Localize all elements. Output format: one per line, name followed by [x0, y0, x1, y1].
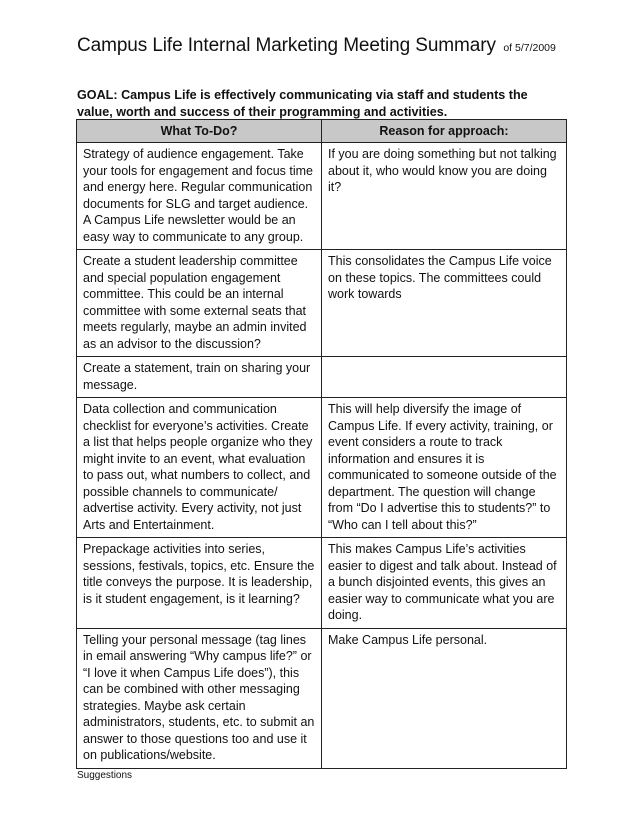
reason-cell: If you are doing something but not talking about it, who would know you are doing it?	[322, 143, 567, 250]
header-reason: Reason for approach:	[322, 120, 567, 143]
reason-cell	[322, 357, 567, 398]
todo-cell: Strategy of audience engagement. Take your tools for engagement and focus time and energy here. Regular communication documents for SLG and target audience. A Campus Life newsletter would be an easy way to communicate to any group.	[77, 143, 322, 250]
todo-cell: Create a student leadership committee and special population engagement committee. This could be an internal committee with some external seats that meets regularly, maybe an admin invited as an advisor to the discussion?	[77, 250, 322, 357]
table-row	[77, 143, 567, 250]
header-what-to-do: What To-Do?	[77, 120, 322, 143]
page-title	[77, 36, 556, 55]
todo-cell: Create a statement, train on sharing your message.	[77, 357, 322, 398]
title-main: Campus Life Internal Marketing Meeting Summary	[77, 35, 496, 56]
reason-cell: This will help diversify the image of Campus Life. If every activity, training, or event considers a route to track information and ensures it is communicated to someone outside of the department. The question will change from “Do I advertise this to students?” to “Who can I tell about this?”	[322, 398, 567, 538]
table-row	[77, 398, 567, 538]
table-row	[77, 628, 567, 768]
table-header-row	[77, 120, 567, 143]
todo-cell: Prepackage activities into series, sessions, festivals, topics, etc. Ensure the title conveys the purpose. It is leadership, is it student engagement, is it learning?	[77, 538, 322, 629]
reason-cell: Make Campus Life personal.	[322, 628, 567, 768]
table-row	[77, 357, 567, 398]
table-row	[77, 250, 567, 357]
table-row	[77, 538, 567, 629]
title-date: of 5/7/2009	[503, 42, 556, 54]
todo-cell: Data collection and communication checklist for everyone’s activities. Create a list that helps people organize who they might invite to an event, what evaluation to pass out, what numbers to collect, and possible channels to communicate/ advertise activity. Every activity, not just Arts and Entertainment.	[77, 398, 322, 538]
reason-cell: This consolidates the Campus Life voice on these topics. The committees could work towards	[322, 250, 567, 357]
goal-statement: GOAL: Campus Life is effectively communicating via staff and students the value, worth and success of their programming and activities.	[77, 88, 528, 119]
reason-cell: This makes Campus Life’s activities easier to digest and talk about. Instead of a bunch disjointed events, this gives an easier way to communicate what you are doing.	[322, 538, 567, 629]
summary-table	[76, 119, 567, 769]
todo-cell: Telling your personal message (tag lines in email answering “Why campus life?” or “I love it when Campus Life does”), this can be combined with other messaging strategies. Maybe ask certain administrators, students, etc. to submit an answer to those questions too and use it on publications/website.	[77, 628, 322, 768]
footer-label: Suggestions	[77, 770, 133, 781]
